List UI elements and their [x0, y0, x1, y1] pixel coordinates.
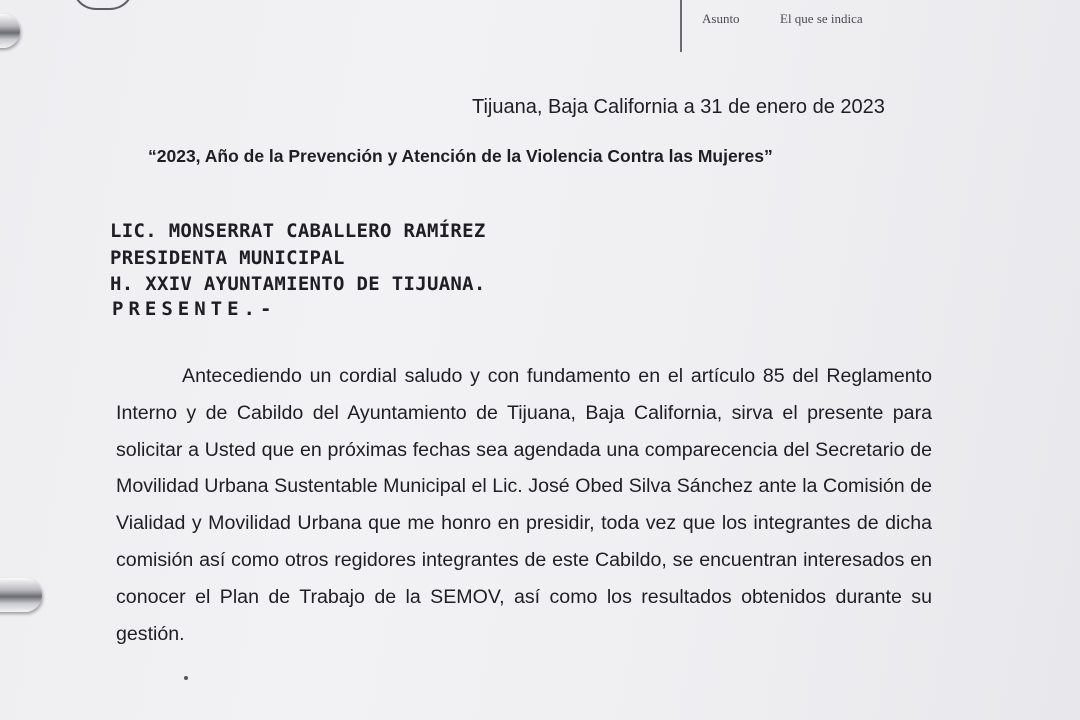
asunto-value: El que se indica: [780, 11, 863, 26]
addressee-title: PRESIDENTA MUNICIPAL: [110, 247, 345, 269]
stray-mark: [184, 676, 188, 680]
asunto-label: Asunto: [702, 11, 740, 26]
binder-ring-bottom: [0, 578, 42, 612]
addressee-office: H. XXIV AYUNTAMIENTO DE TIJUANA.: [110, 273, 486, 295]
presente-line: PRESENTE.-: [112, 298, 277, 320]
addressee-name: LIC. MONSERRAT CABALLERO RAMÍREZ: [110, 220, 486, 242]
official-seal: [72, 0, 134, 10]
letter-body: Antecediendo un cordial saludo y con fundamento en el artículo 85 del Reglamento Interno y de Cabildo del Ayuntamiento de Tijuana, Baja California, sirva el presente para solicitar a Usted que en próximas fechas sea agendada una comparecencia del Secretario de Movilidad Urbana Sustentable Municipal el Lic. José Obed Silva Sánchez ante la Comisión de Vialidad y Movilidad Urbana que me honro en presidir, toda vez que los integrantes de dicha comisión así como otros regidores integrantes de este Cabildo, se encuentran interesados en conocer el Plan de Trabajo de la SEMOV, así como los resultados obtenidos durante su gestión.: [116, 365, 932, 645]
header-divider: [680, 0, 682, 52]
date-line: Tijuana, Baja California a 31 de enero de 2023: [472, 96, 885, 118]
year-motto: “2023, Año de la Prevención y Atención de la Violencia Contra las Mujeres”: [148, 146, 773, 166]
binder-ring-top: [0, 14, 20, 48]
